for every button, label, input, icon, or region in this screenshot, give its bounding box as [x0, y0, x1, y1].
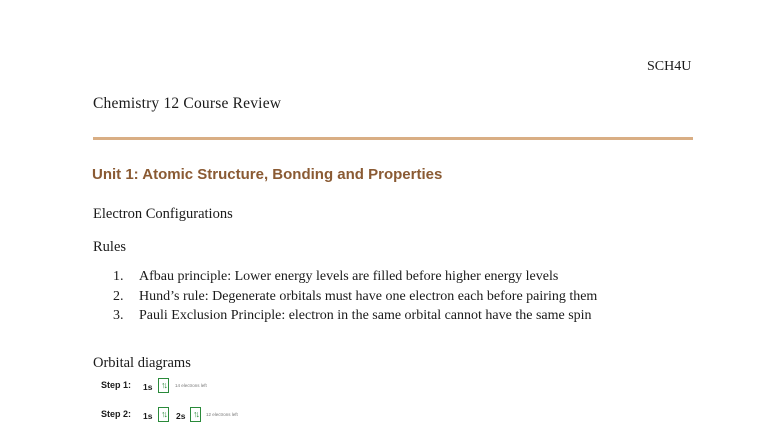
list-item — [113, 267, 597, 287]
document-title: Chemistry 12 Course Review — [93, 95, 282, 112]
list-item — [113, 306, 597, 326]
orbital-label: 1s — [143, 411, 153, 421]
orbital-box: ↑↓ — [190, 407, 201, 422]
list-text: Hund’s rule: Degenerate orbitals must have one electron each before pairing them — [139, 288, 598, 304]
list-number: 2. — [113, 288, 124, 304]
orbital-step-1 — [101, 378, 221, 396]
title-divider — [93, 137, 693, 140]
rules-heading: Rules — [93, 239, 127, 255]
orbital-box: ↑↓ — [158, 378, 169, 393]
course-code: SCH4U — [647, 59, 692, 74]
step-note: 12 electrons left — [206, 412, 238, 417]
orbital-diagrams-heading: Orbital diagrams — [93, 355, 191, 371]
list-text: Afbau principle: Lower energy levels are filled before higher energy levels — [139, 269, 559, 284]
list-number: 1. — [113, 269, 124, 284]
list-item — [113, 287, 597, 307]
step-note: 14 electrons left — [175, 383, 207, 388]
step-label: Step 1: — [101, 380, 132, 390]
orbital-box: ↑↓ — [158, 407, 169, 422]
rules-list — [113, 267, 597, 326]
orbital-step-2 — [101, 407, 261, 425]
orbital-label: 1s — [143, 382, 153, 392]
list-text: Pauli Exclusion Principle: electron in the same orbital cannot have the same spin — [139, 308, 592, 323]
section-heading: Electron Configurations — [93, 206, 233, 222]
unit-heading: Unit 1: Atomic Structure, Bonding and Properties — [92, 166, 443, 183]
orbital-label: 2s — [176, 411, 186, 421]
list-number: 3. — [113, 308, 124, 323]
step-label: Step 2: — [101, 409, 132, 419]
